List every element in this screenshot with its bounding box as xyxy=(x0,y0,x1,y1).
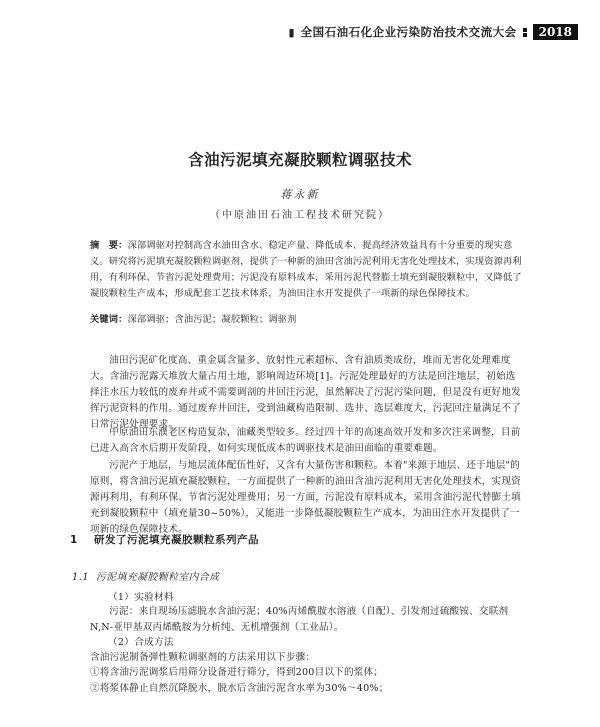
method-step-1: ①将含油污泥调浆后用筛分设备进行筛分，得到200目以下的浆体； xyxy=(90,667,384,678)
keywords xyxy=(90,311,522,325)
abstract-label: 摘 要： xyxy=(90,240,128,251)
author: 蒋永新 xyxy=(280,188,320,201)
abstract xyxy=(90,238,522,302)
subsection-title: 污泥填充凝胶颗粒室内合成 xyxy=(96,572,220,583)
section-title: 研发了污泥填充凝胶颗粒系列产品 xyxy=(94,534,259,546)
header-marker-icon: ▮ xyxy=(288,25,295,39)
body-paragraph-2: 中原油田东濮老区构造复杂，油藏类型较多。经过四十年的高速高效开发和多次注采调整，目前已进入高含水后期开发阶段，如何实现低成本的调驱技术是油田面临的重要难题。 xyxy=(90,427,521,454)
body-paragraph-3: 污泥产于地层，与地层流体配伍性好，又含有大量伤害和颗粒。本着"来源于地层、还于地层"的原则，将含油污泥填充凝胶颗粒，一方面提供了一种新的油田含油污泥利用无害化处理技术，实现资源再利用，有利环保、节省污泥处理费用；另一方面，污泥没有原料成本，采用含油污泥代替膨土填充到凝胶颗粒中（填充量30~50%），又能进一步降低凝胶颗粒生产成本，为油田注水开发提供了一项新的绿色保障技术。 xyxy=(90,460,521,535)
header-year: 2018 xyxy=(533,24,578,40)
materials-text: 污泥：来自现场压滤脱水含油污泥；40%丙烯酰胺水溶液（自配）、引发剂过硫酸铵、交联剂N,N-亚甲基双丙烯酰胺为分析纯、无机增强剂（工业品）。 xyxy=(90,606,509,633)
abstract-text: 深部调驱对控制高含水油田含水、稳定产量、降低成本、提高经济效益具有十分重要的现实意义。研究将污泥填充凝胶颗粒调驱剂，提供了一种新的油田含油污泥利用无害化处理技术，实现资源再利用，有利环保、节省污泥处理费用；污泥没有原料成本，采用污泥代替膨土填充到凝胶颗粒中，又降低了凝胶颗粒生产成本，形成配套工艺技术体系，为油田注水开发提供了一项新的绿色保障技术。 xyxy=(90,240,522,299)
method-heading: （2）合成方法 xyxy=(108,637,174,648)
page-header xyxy=(289,24,578,40)
section-number: 1 xyxy=(70,534,78,546)
body-paragraph-1: 油田污泥矿化度高、重金属含量多、放射性元素超标、含有油质类成份，堆而无害化处理难度大。含油污泥露天堆放大量占用土地，影响周边环境[1]。污泥处理最好的方法是回注地层，初始选择注水压力较低的废弃井或不需要调剖的井回注污泥，虽然解决了污泥污染问题，但是没有更好地发挥污泥资料的作用。通过废弃井回注，受到油藏构造限制、选井、选层难度大，污泥回注量满足不了日常污泥处理要求。 xyxy=(90,355,521,430)
affiliation: （中原油田石油工程技术研究院） xyxy=(210,210,390,221)
keywords-label: 关键词： xyxy=(90,314,128,325)
method-step-2: ②将浆体静止自然沉降脱水，脱水后含油污泥含水率为30%～40%； xyxy=(90,683,389,694)
header-squares-icon xyxy=(523,28,527,37)
header-title: 全国石油石化企业污染防治技术交流大会 xyxy=(300,25,517,39)
subsection-number: 1.1 xyxy=(72,572,90,583)
paper-title: 含油污泥填充凝胶颗粒调驱技术 xyxy=(187,151,412,169)
keywords-text: 深部调驱；含油污泥；凝胶颗粒；调驱剂 xyxy=(127,314,297,325)
materials-heading: （1）实验材料 xyxy=(108,592,174,603)
subsection-heading xyxy=(72,569,220,583)
section-heading-1 xyxy=(70,532,259,547)
method-intro: 含油污泥制备弹性颗粒调驱剂的方法采用以下步骤： xyxy=(90,652,316,663)
